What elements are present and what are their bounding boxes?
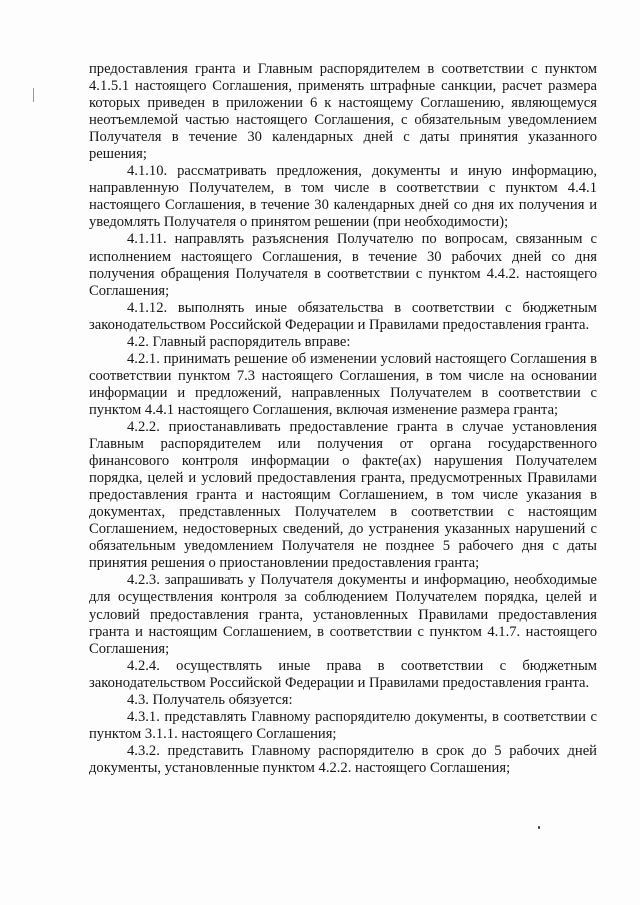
- paragraph-4-2-1: 4.2.1. принимать решение об изменении условий настоящего Соглашения в соответствии пунктом 7.3 настоящего Соглашения, в том числе на основании информации и предложений, направленных Получателем в соответствии с пунктом 4.4.1 настоящего Соглашения, включая изменение размера гранта;: [89, 350, 597, 418]
- paragraph-4-2-2: 4.2.2. приостанавливать предоставление гранта в случае установления Главным распорядителем или получения от органа государственного финансового контроля информации о факте(ах) нарушения Получателем порядка, целей и условий предоставления гранта, предусмотренных Правилами предоставления гранта и настоящим Соглашением, в том числе указания в документах, представленных Получателем в соответствии с настоящим Соглашением, недостоверных сведений, до устранения указанных нарушений с обязательным уведомлением Получателя не позднее 5 рабочего дня с даты принятия решения о приостановлении предоставления гранта;: [89, 418, 597, 572]
- paragraph-4-2-3: 4.2.3. запрашивать у Получателя документы и информацию, необходимые для осуществления контроля за соблюдением Получателем порядка, целей и условий предоставления гранта, установленных Правилами предоставления гранта и настоящим Соглашением, в соответствии с пунктом 4.1.7. настоящего Соглашения;: [89, 572, 597, 657]
- paragraph-4-3-1: 4.3.1. представлять Главному распорядителю документы, в соответствии с пунктом 3.1.1. настоящего Соглашения;: [89, 708, 597, 742]
- margin-mark: [33, 88, 34, 102]
- paragraph-4-1-11: 4.1.11. направлять разъяснения Получателю по вопросам, связанным с исполнением настоящего Соглашения, в течение 30 рабочих дней со дня получения обращения Получателя в соответствии с пунктом 4.4.2. настоящего Соглашения;: [89, 231, 597, 299]
- paragraph-4-3: 4.3. Получатель обязуется:: [127, 691, 293, 708]
- paragraph-4-2-4: 4.2.4. осуществлять иные права в соответствии с бюджетным законодательством Российской Федерации и Правилами предоставления гранта.: [89, 657, 597, 691]
- paragraph-continuation: предоставления гранта и Главным распорядителем в соответствии с пунктом 4.1.5.1 настоящего Соглашения, применять штрафные санкции, расчет размера которых приведен в приложении 6 к настоящему Соглашению, являющемуся неотъемлемой частью настоящего Соглашения, с обязательным уведомлением Получателя в течение 30 календарных дней с даты принятия указанного решения;: [89, 61, 597, 163]
- document-body: [89, 61, 597, 777]
- scan-speck: [538, 826, 540, 829]
- paragraph-4-3-2: 4.3.2. представить Главному распорядителю в срок до 5 рабочих дней документы, установленные пунктом 4.2.2. настоящего Соглашения;: [89, 742, 597, 776]
- paragraph-4-2: 4.2. Главный распорядитель вправе:: [127, 333, 351, 350]
- paragraph-4-1-10: 4.1.10. рассматривать предложения, документы и иную информацию, направленную Получателем, в том числе в соответствии с пунктом 4.4.1 настоящего Соглашения, в течение 30 календарных дней со дня их получения и уведомлять Получателя о принятом решении (при необходимости);: [89, 163, 597, 231]
- paragraph-4-1-12: 4.1.12. выполнять иные обязательства в соответствии с бюджетным законодательством Российской Федерации и Правилами предоставления гранта.: [89, 299, 597, 333]
